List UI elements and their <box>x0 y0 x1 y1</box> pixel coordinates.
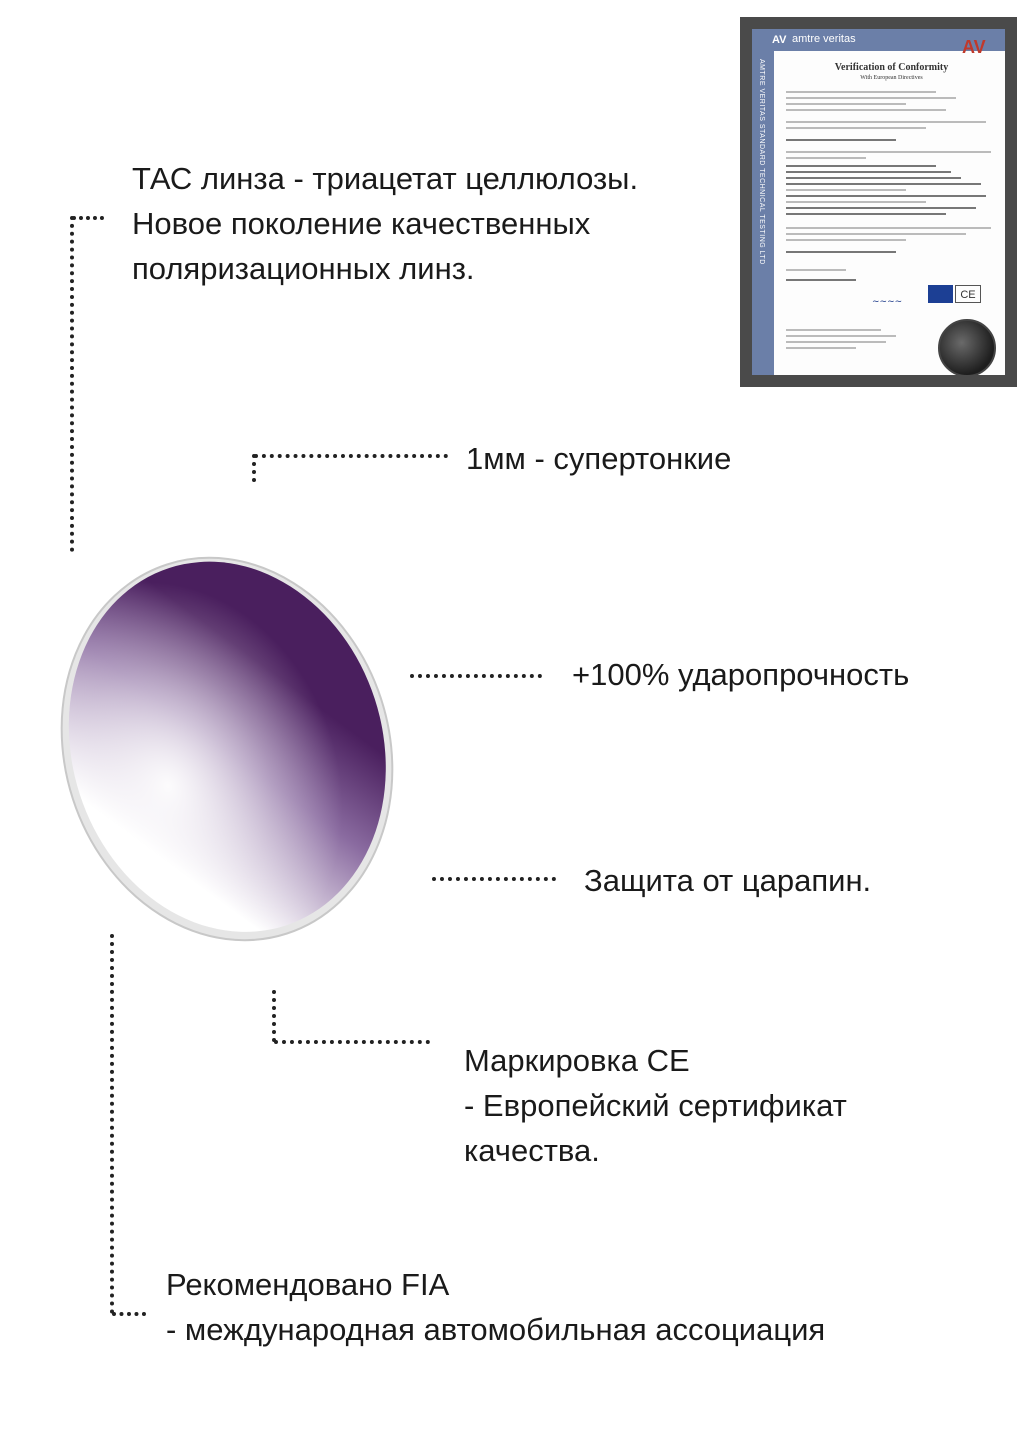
certificate-text-line <box>786 213 946 215</box>
feature-ce <box>464 1038 847 1173</box>
certificate-text-line <box>786 109 946 111</box>
certificate-text-line <box>786 157 866 159</box>
feature-ce-line-1: Маркировка CE <box>464 1043 690 1078</box>
certificate-text-line <box>786 251 896 253</box>
connector-fia-v <box>110 934 114 1314</box>
ce-mark: CE <box>955 285 981 303</box>
feature-tac-line-2: Новое поколение качественных <box>132 206 591 241</box>
certificate-text-line <box>786 165 936 167</box>
certificate-signature: ~~~~ <box>872 297 903 307</box>
certificate-text-line <box>786 183 981 185</box>
certificate-side-text: AMTRE VERITAS STANDARD TECHNICAL TESTING LTD <box>758 59 765 265</box>
feature-thin <box>466 436 731 481</box>
certificate-text-line <box>786 239 906 241</box>
feature-tac <box>132 156 638 291</box>
certificate-text-line <box>786 139 896 141</box>
certificate-text-line <box>786 97 956 99</box>
feature-ce-line-3: качества. <box>464 1133 600 1168</box>
certificate-text-line <box>786 335 896 337</box>
certificate-text-line <box>786 347 856 349</box>
feature-scratch <box>584 858 871 903</box>
certificate-seal-icon <box>938 319 996 375</box>
certificate-text-line <box>786 329 881 331</box>
connector-thin-h <box>254 454 448 458</box>
certificate-text-line <box>786 195 986 197</box>
certificate-text-line <box>786 201 926 203</box>
feature-tac-line-1: ТАС линза - триацетат целлюлозы. <box>132 161 639 196</box>
lens-image <box>52 548 402 950</box>
certificate-text-line <box>786 341 886 343</box>
certificate-text-line <box>786 127 926 129</box>
certificate-title: Verification of Conformity <box>834 62 949 73</box>
certificate-text-line <box>786 279 856 281</box>
certificate-paper <box>752 29 1005 375</box>
certificate-subtitle: With European Directives <box>860 75 923 81</box>
feature-tac-line-3: поляризационных линз. <box>132 251 475 286</box>
certificate-text-line <box>786 171 951 173</box>
certificate-logo-right: AV <box>962 37 986 57</box>
connector-ce-h <box>274 1040 430 1044</box>
certificate-text-line <box>786 121 986 123</box>
feature-impact-text: +100% ударопрочность <box>572 657 910 692</box>
feature-fia-line-1: Рекомендовано FIA <box>166 1267 450 1302</box>
connector-tac-v <box>70 216 74 552</box>
certificate-text-line <box>786 227 991 229</box>
connector-tac-h <box>72 216 104 220</box>
certificate-brand: amtre veritas <box>792 33 856 45</box>
connector-fia-h <box>112 1312 146 1316</box>
certificate-text-line <box>786 151 991 153</box>
feature-impact <box>572 652 909 697</box>
certificate-text-line <box>786 177 961 179</box>
certificate-image <box>740 17 1017 387</box>
certificate-text-line <box>786 91 936 93</box>
certificate-text-line <box>786 233 966 235</box>
certificate-logo-left: AV <box>772 34 787 46</box>
connector-ce-v <box>272 990 276 1042</box>
connector-impact-h <box>410 674 542 678</box>
certificate-text-line <box>786 207 976 209</box>
feature-scratch-text: Защита от царапин. <box>584 863 872 898</box>
certificate-text-line <box>786 269 846 271</box>
certificate-text-line <box>786 189 906 191</box>
certificate-text-line <box>786 103 906 105</box>
feature-ce-line-2: - Европейский сертификат <box>464 1088 847 1123</box>
connector-scratch-h <box>432 877 556 881</box>
feature-fia-line-2: - международная автомобильная ассоциация <box>166 1312 826 1347</box>
feature-fia <box>166 1262 825 1352</box>
connector-thin-v <box>252 454 256 482</box>
eu-flag-icon <box>928 285 953 303</box>
feature-thin-text: 1мм - супертонкие <box>466 441 732 476</box>
